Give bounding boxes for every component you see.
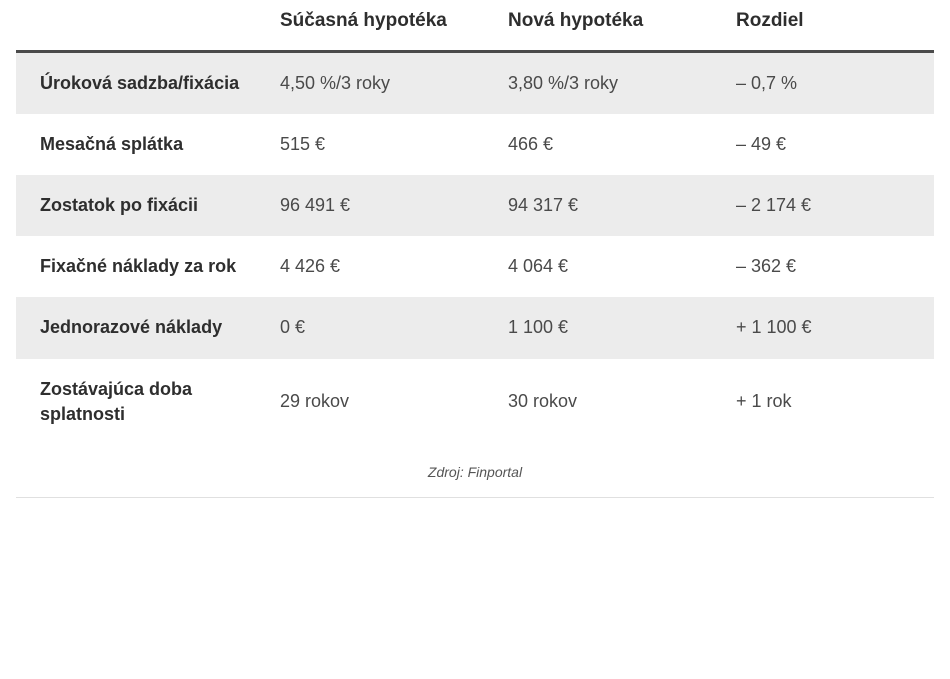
table-body (16, 51, 934, 496)
table-row (16, 236, 934, 297)
cell-difference: – 2 174 € (726, 175, 934, 236)
cell-difference: + 1 100 € (726, 297, 934, 358)
row-label: Fixačné náklady za rok (16, 236, 270, 297)
table-row (16, 359, 934, 445)
row-label: Zostatok po fixácii (16, 175, 270, 236)
cell-new: 4 064 € (498, 236, 726, 297)
cell-new: 94 317 € (498, 175, 726, 236)
row-label: Zostávajúca doba splatnosti (16, 359, 270, 445)
column-header-difference: Rozdiel (726, 0, 934, 51)
row-label: Jednorazové náklady (16, 297, 270, 358)
cell-new: 1 100 € (498, 297, 726, 358)
cell-current: 0 € (270, 297, 498, 358)
table-header (16, 0, 934, 51)
cell-new: 466 € (498, 114, 726, 175)
cell-difference: – 362 € (726, 236, 934, 297)
mortgage-comparison-table (16, 0, 934, 497)
cell-current: 4,50 %/3 roky (270, 51, 498, 114)
row-label: Mesačná splátka (16, 114, 270, 175)
table-row (16, 51, 934, 114)
cell-difference: – 49 € (726, 114, 934, 175)
source-caption: Zdroj: Finportal (16, 445, 934, 497)
cell-current: 29 rokov (270, 359, 498, 445)
cell-difference: + 1 rok (726, 359, 934, 445)
cell-current: 515 € (270, 114, 498, 175)
cell-current: 4 426 € (270, 236, 498, 297)
row-label: Úroková sadzba/fixácia (16, 51, 270, 114)
column-header-new-mortgage: Nová hypotéka (498, 0, 726, 51)
cell-new: 30 rokov (498, 359, 726, 445)
cell-difference: – 0,7 % (726, 51, 934, 114)
cell-new: 3,80 %/3 roky (498, 51, 726, 114)
table-row (16, 114, 934, 175)
table-row (16, 297, 934, 358)
table-source-row (16, 445, 934, 497)
cell-current: 96 491 € (270, 175, 498, 236)
column-header-current-mortgage: Súčasná hypotéka (270, 0, 498, 51)
table-row (16, 175, 934, 236)
bottom-divider (16, 497, 934, 498)
column-header-label (16, 0, 270, 51)
